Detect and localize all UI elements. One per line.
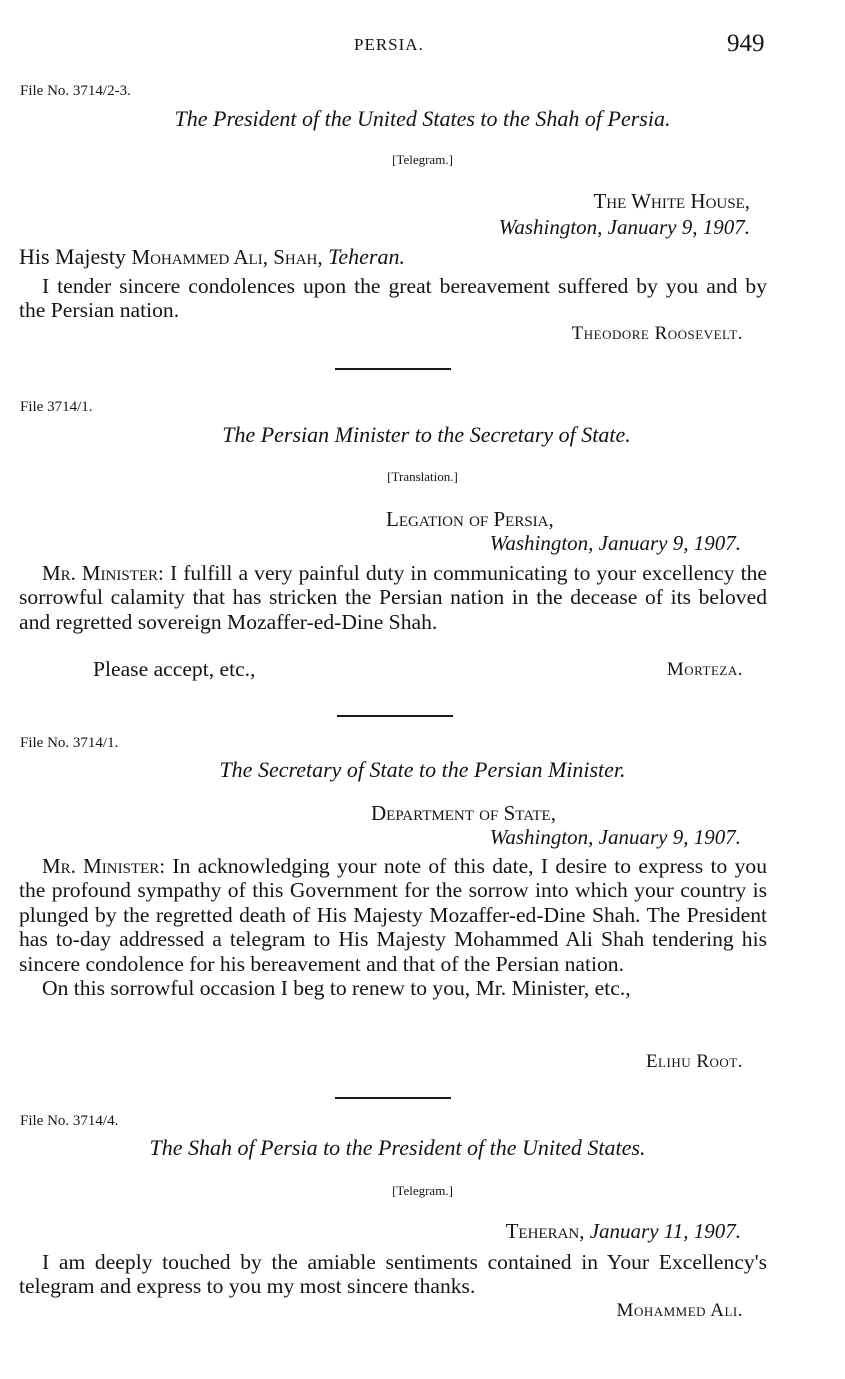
dateline-date: Washington, January 9, 1907. — [489, 825, 741, 849]
dateline-place: Department of State, — [371, 801, 556, 825]
document-heading: The Persian Minister to the Secretary of State. — [222, 422, 631, 447]
dateline — [506, 1221, 741, 1242]
signature: Elihu Root. — [645, 1051, 743, 1072]
letter-body — [19, 274, 767, 323]
letter-body — [19, 854, 767, 1000]
addressee-prefix: His Majesty — [19, 244, 132, 269]
dateline-place: Legation of Persia, — [386, 507, 554, 531]
signature: Theodore Roosevelt. — [571, 323, 743, 344]
body-text: I fulfill a very painful duty in communicating to your excellency the sorrowful calamity that has stricken the Persian nation in the decease of its beloved and regretted sovereign Mozaffer-ed-Dine Shah. — [19, 561, 767, 634]
section-divider — [335, 1097, 451, 1099]
section-divider — [337, 715, 453, 717]
signature: Mohammed Ali. — [616, 1300, 743, 1321]
closing-paragraph: On this sorrowful occasion I beg to renew to you, Mr. Minister, etc., — [42, 976, 631, 1001]
salutation: Mr. Minister: — [42, 854, 166, 878]
file-number: File No. 3714/1. — [20, 735, 119, 751]
addressee-line — [19, 246, 405, 268]
body-paragraph: I tender sincere condolences upon the great bereavement suffered by you and by the Persian nation. — [19, 274, 767, 323]
body-paragraph — [19, 561, 767, 634]
running-header-title: PERSIA. — [354, 35, 424, 54]
file-number: File 3714/1. — [20, 399, 93, 415]
dateline-date: Washington, January 9, 1907. — [489, 531, 741, 555]
document-type-note: [Translation.] — [387, 469, 458, 484]
addressee-name: Mohammed Ali, Shah, — [131, 245, 323, 269]
section-divider — [335, 368, 451, 370]
file-number: File No. 3714/2-3. — [20, 83, 131, 99]
body-paragraph — [19, 854, 767, 976]
body-paragraph: I am deeply touched by the amiable sentiments contained in Your Excellency's telegram and express to you my most sincere thanks. — [19, 1250, 767, 1299]
dateline-place: Teheran, — [505, 1219, 585, 1243]
dateline-date: January 11, 1907. — [589, 1219, 741, 1243]
salutation: Mr. Minister: — [42, 561, 164, 585]
document-heading: The President of the United States to the Shah of Persia. — [174, 106, 671, 131]
document-type-note: [Telegram.] — [392, 152, 453, 167]
letter-body — [19, 1250, 767, 1299]
document-heading: The Shah of Persia to the President of the United States. — [149, 1135, 646, 1160]
signature: Morteza. — [666, 659, 743, 680]
dateline-place: The White House, — [593, 189, 750, 213]
body-text: In acknowledging your note of this date, I desire to express to you the profound sympathy of this Government for the sorrow into which your country is plunged by the regretted death of His Majesty Mozaffer-ed-Dine Shah. The President has to-day addressed a telegram to His Majesty Mohammed Ali Shah tendering his sincere condolence for his bereavement and that of the Persian nation. — [19, 854, 767, 976]
document-type-note: [Telegram.] — [392, 1183, 453, 1198]
page-number: 949 — [727, 30, 765, 57]
addressee-place: Teheran. — [328, 244, 405, 269]
closing-line: Please accept, etc., — [93, 657, 256, 681]
dateline-date: Washington, January 9, 1907. — [498, 215, 750, 239]
file-number: File No. 3714/4. — [20, 1113, 119, 1129]
document-heading: The Secretary of State to the Persian Minister. — [219, 757, 626, 782]
letter-body — [19, 561, 767, 634]
